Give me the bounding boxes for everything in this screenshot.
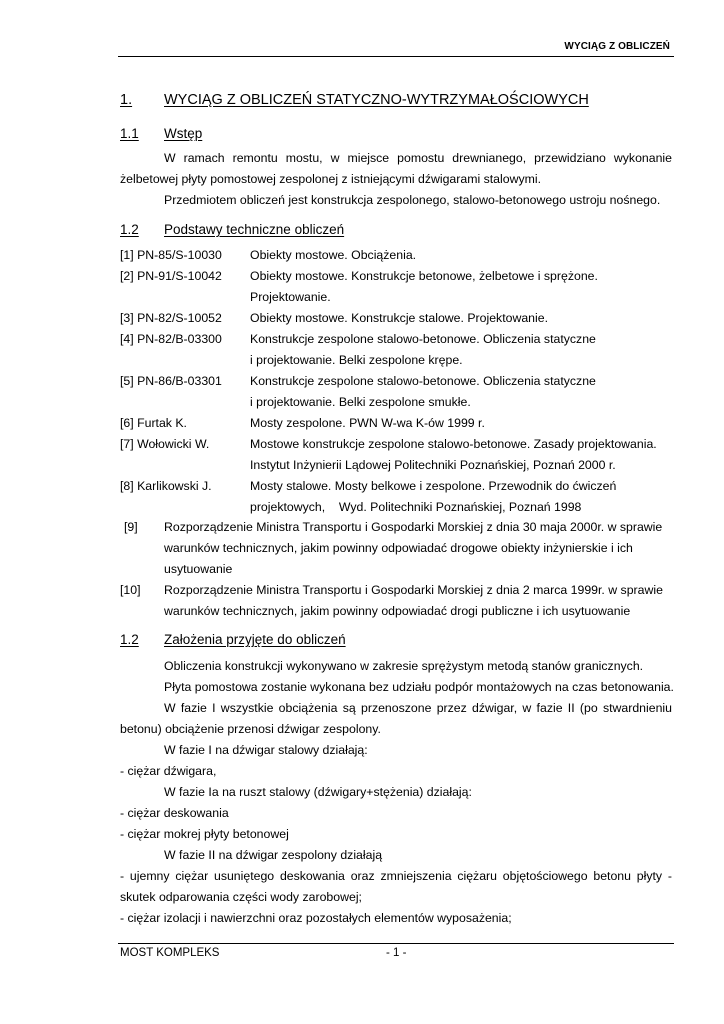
ref-10-code: [10]: [120, 583, 141, 597]
section-assumptions-number: 1.2: [120, 632, 139, 647]
ref-3-text: Obiekty mostowe. Konstrukcje stalowe. Projektowanie.: [250, 311, 548, 325]
ref-6-code: [6] Furtak K.: [120, 416, 187, 430]
ref-10-line-2: warunków technicznych, jakim powinny odpowiadać drogi publiczne i ich usytuowanie: [164, 604, 631, 618]
ref-4-text: Konstrukcje zespolone stalowo-betonowe. Obliczenia statyczne: [250, 332, 596, 346]
ref-8-code: [8] Karlikowski J.: [120, 479, 212, 493]
section-assumptions-title: Założenia przyjęte do obliczeń: [164, 632, 346, 647]
section-assumptions-heading: [120, 632, 346, 647]
ref-7-code: [7] Wołowicki W.: [120, 437, 210, 451]
header-rule: [118, 56, 674, 57]
ref-4-code: [4] PN-82/B-03300: [120, 332, 222, 346]
ref-5-text: Konstrukcje zespolone stalowo-betonowe. Obliczenia statyczne: [250, 374, 596, 388]
ref-6-text: Mosty zespolone. PWN W-wa K-ów 1999 r.: [250, 416, 485, 430]
assumption-line-10: W fazie II na dźwigar zespolony działają: [164, 848, 383, 862]
assumption-line-1: Obliczenia konstrukcji wykonywano w zakresie sprężystym metodą stanów granicznych.: [164, 659, 644, 673]
section-1-title: WYCIĄG Z OBLICZEŃ STATYCZNO-WYTRZYMAŁOŚCIOWYCH: [164, 92, 589, 108]
section-1-2-number: 1.2: [120, 222, 139, 237]
assumption-line-3: W fazie I wszystkie obciążenia są przenoszone przez dźwigar, w fazie II (po stwardnieniu: [164, 701, 672, 715]
ref-1-code: [1] PN-85/S-10030: [120, 248, 222, 262]
ref-9-line-3: usytuowanie: [164, 562, 233, 576]
assumption-line-4: betonu) obciążenie przenosi dźwigar zespolony.: [120, 722, 381, 736]
ref-7-text: Mostowe konstrukcje zespolone stalowo-betonowe. Zasady projektowania.: [250, 437, 657, 451]
section-1-1-title: Wstęp: [164, 126, 203, 141]
running-header: WYCIĄG Z OBLICZEŃ: [564, 41, 670, 52]
assumption-line-7: W fazie Ia na ruszt stalowy (dźwigary+stężenia) działają:: [164, 785, 472, 799]
ref-5-text-cont: i projektowanie. Belki zespolone smukłe.: [250, 395, 471, 409]
ref-2-code: [2] PN-91/S-10042: [120, 269, 222, 283]
ref-9-line-1: Rozporządzenie Ministra Transportu i Gospodarki Morskiej z dnia 30 maja 2000r. w sprawie: [164, 520, 663, 534]
intro-para-line-1: W ramach remontu mostu, w miejsce pomostu drewnianego, przewidziano wykonanie: [164, 151, 672, 165]
section-1-1-number: 1.1: [120, 126, 139, 141]
ref-2-text: Obiekty mostowe. Konstrukcje betonowe, żelbetowe i sprężone.: [250, 269, 598, 283]
assumption-line-12: skutek odparowania części wody zarobowej;: [120, 890, 362, 904]
ref-2-text-cont: Projektowanie.: [250, 290, 331, 304]
section-1-2-title: Podstawy techniczne obliczeń: [164, 222, 345, 237]
ref-1-text: Obiekty mostowe. Obciążenia.: [250, 248, 417, 262]
assumption-line-8: - ciężar deskowania: [120, 806, 229, 820]
ref-9-code: [9]: [124, 520, 138, 534]
intro-para-2: Przedmiotem obliczeń jest konstrukcja zespolonego, stalowo-betonowego ustroju nośnego.: [164, 193, 661, 207]
ref-3-code: [3] PN-82/S-10052: [120, 311, 222, 325]
ref-8-text-cont: projektowych, Wyd. Politechniki Poznańskiej, Poznań 1998: [250, 500, 582, 514]
footer-rule: [118, 943, 674, 944]
ref-10-line-1: Rozporządzenie Ministra Transportu i Gospodarki Morskiej z dnia 2 marca 1999r. w sprawie: [164, 583, 663, 597]
intro-para-line-2: żelbetowej płyty pomostowej zespolonej z istniejącymi dźwigarami stalowymi.: [120, 172, 541, 186]
section-1-2-heading: [120, 222, 344, 237]
page-number: - 1 -: [386, 947, 407, 959]
ref-4-text-cont: i projektowanie. Belki zespolone krępe.: [250, 353, 463, 367]
assumption-line-13: - ciężar izolacji i nawierzchni oraz pozostałych elementów wyposażenia;: [120, 911, 512, 925]
assumption-line-2: Płyta pomostowa zostanie wykonana bez udziału podpór montażowych na czas betonowania.: [164, 680, 674, 694]
section-1-1-heading: [120, 126, 202, 141]
footer-company: MOST KOMPLEKS: [120, 947, 220, 959]
assumption-line-11: - ujemny ciężar usuniętego deskowania oraz zmniejszenia ciężaru objętościowego betonu płyty -: [120, 869, 672, 883]
assumption-line-5: W fazie I na dźwigar stalowy działają:: [164, 743, 368, 757]
section-1-heading: [120, 92, 589, 108]
ref-7-text-cont: Instytut Inżynierii Lądowej Politechniki Poznańskiej, Poznań 2000 r.: [250, 458, 616, 472]
ref-9-line-2: warunków technicznych, jakim powinny odpowiadać drogowe obiekty inżynierskie i ich: [164, 541, 633, 555]
ref-5-code: [5] PN-86/B-03301: [120, 374, 222, 388]
assumption-line-6: - ciężar dźwigara,: [120, 764, 217, 778]
ref-8-text: Mosty stalowe. Mosty belkowe i zespolone. Przewodnik do ćwiczeń: [250, 479, 617, 493]
section-1-number: 1.: [120, 92, 133, 108]
assumption-line-9: - ciężar mokrej płyty betonowej: [120, 827, 289, 841]
